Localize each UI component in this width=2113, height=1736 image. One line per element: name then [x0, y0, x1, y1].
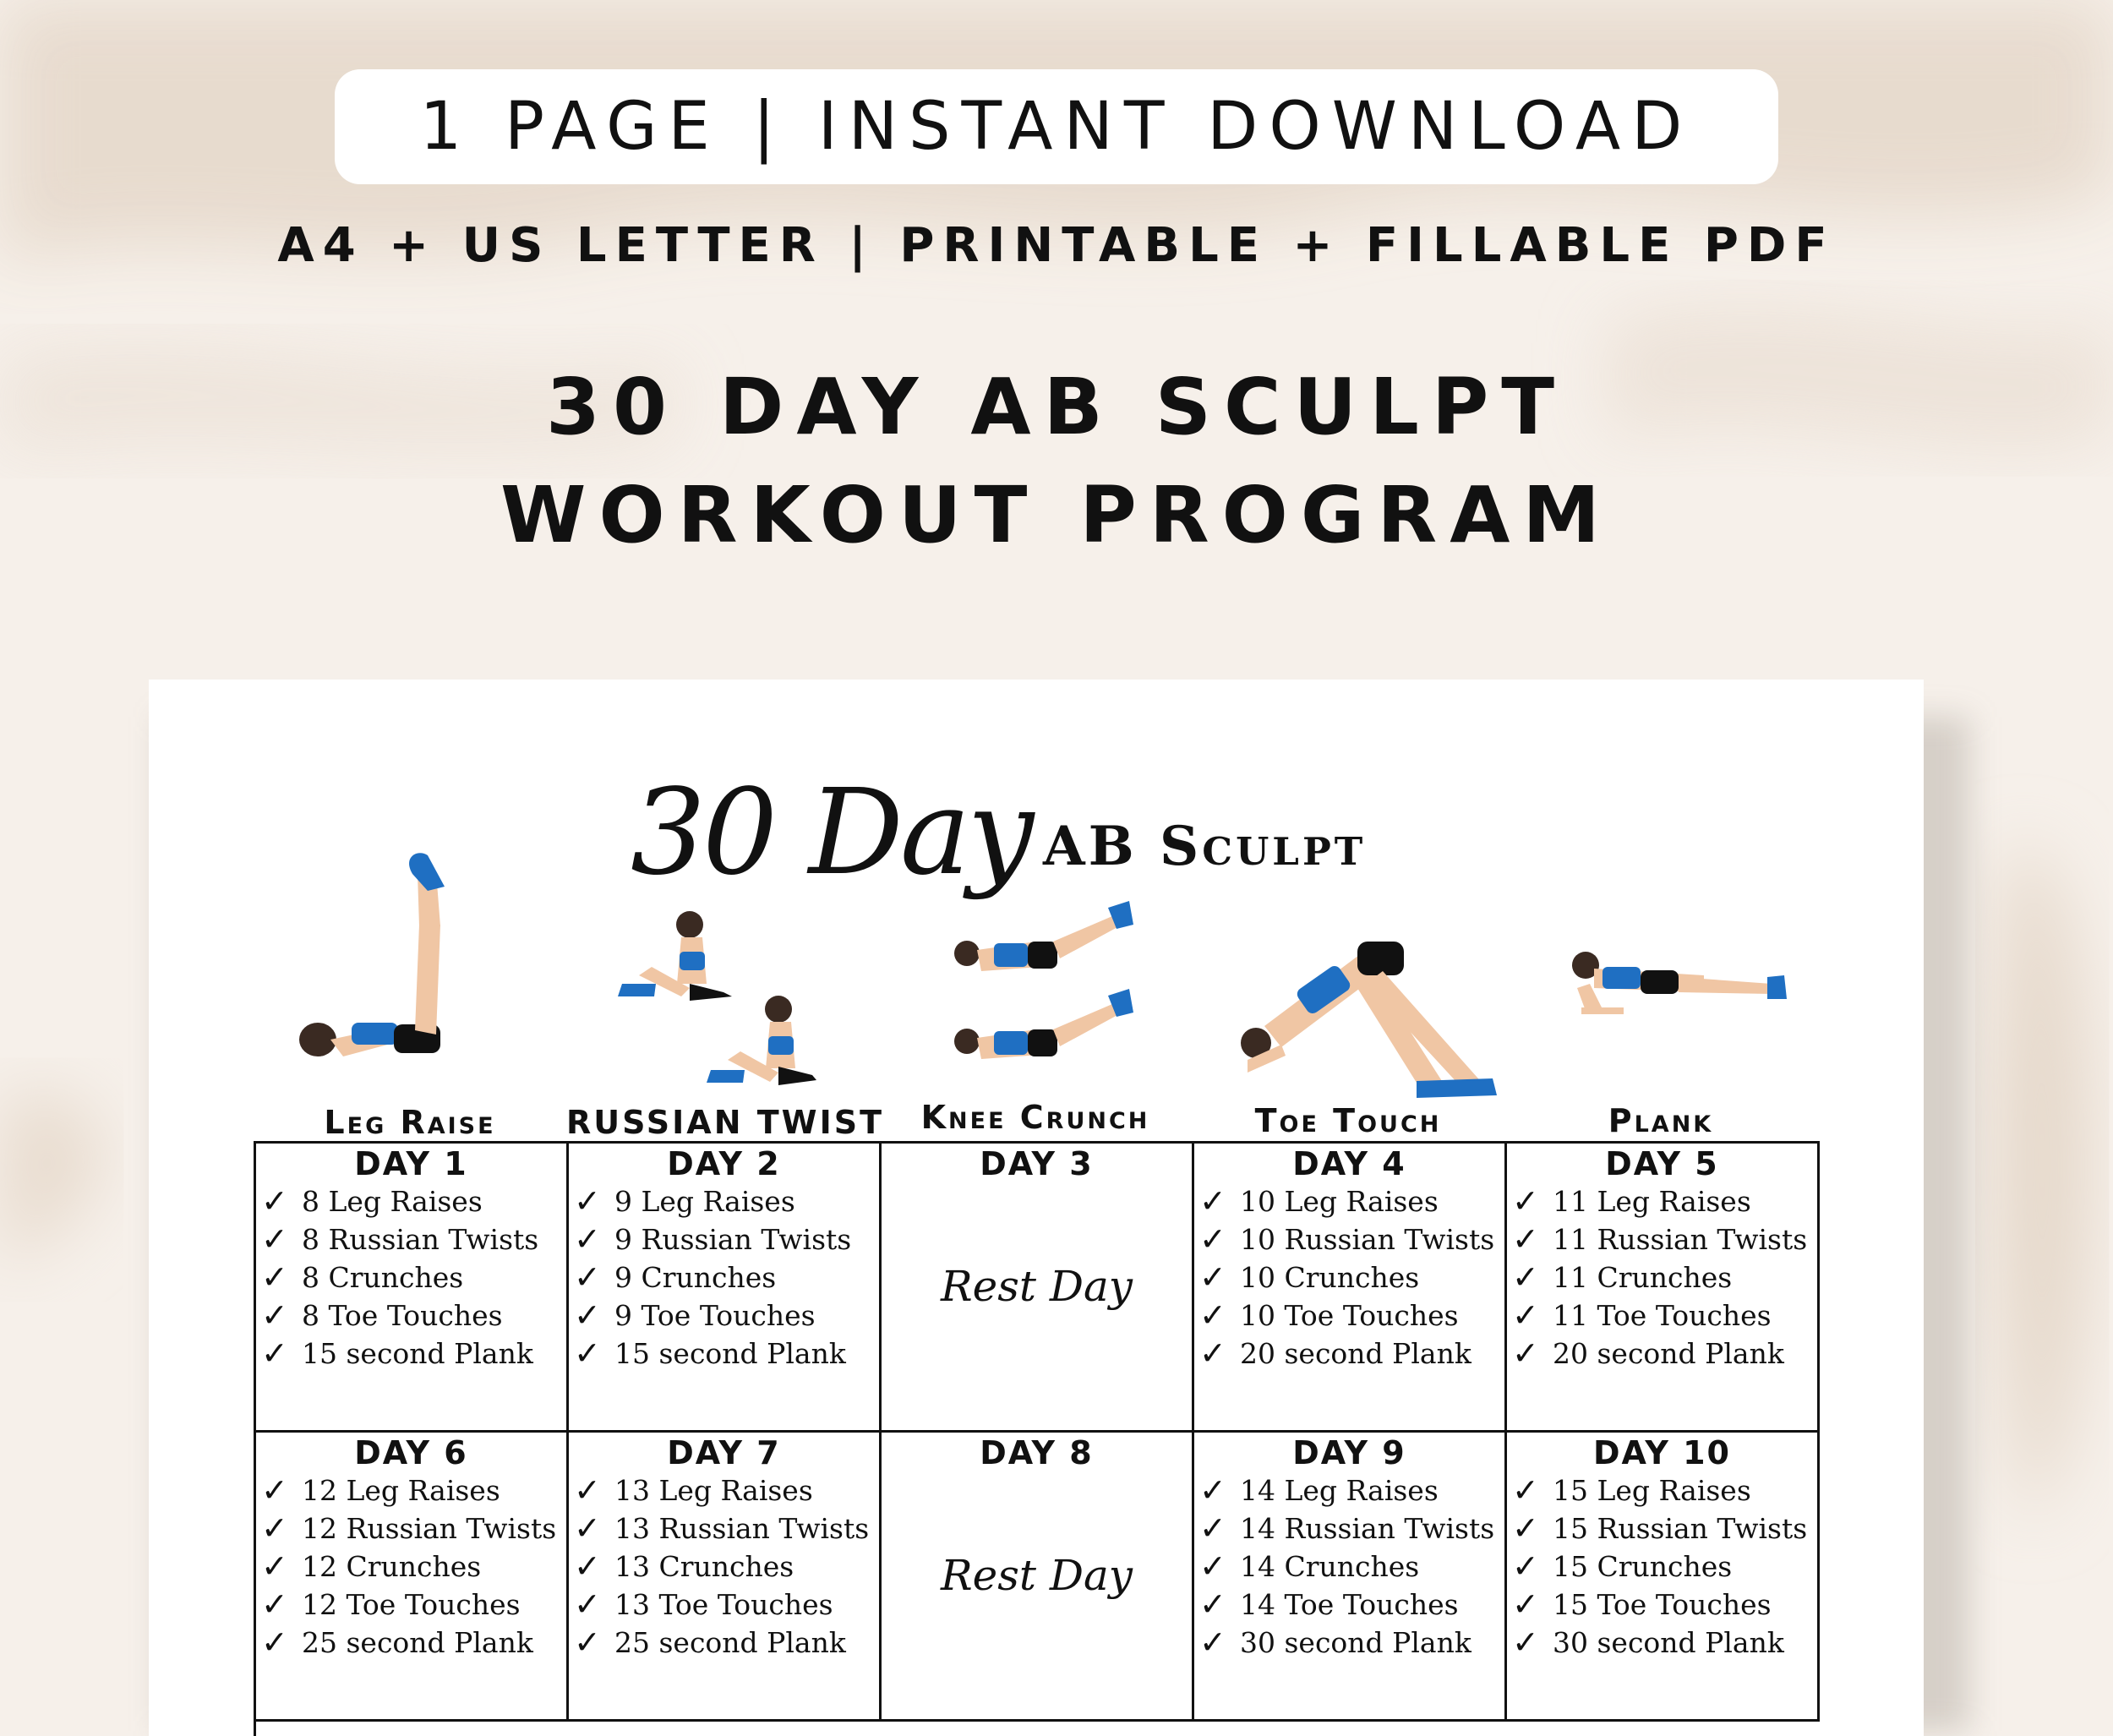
exercise-item-text: 15 Toe Touches — [1553, 1588, 1772, 1621]
checkmark-icon: ✓ — [574, 1182, 601, 1220]
day-cell — [882, 1433, 1194, 1722]
banner-text: 1 PAGE | INSTANT DOWNLOAD — [419, 89, 1694, 165]
checkmark-icon: ✓ — [1512, 1586, 1539, 1623]
exercise-item — [574, 1335, 879, 1373]
exercise-item — [1512, 1624, 1817, 1662]
checkmark-icon: ✓ — [574, 1258, 601, 1296]
exercise-item — [574, 1624, 879, 1662]
exercise-list — [261, 1471, 566, 1662]
exercise-item-text: 20 second Plank — [1553, 1337, 1784, 1370]
checkmark-icon: ✓ — [261, 1258, 288, 1296]
checkmark-icon: ✓ — [1199, 1509, 1226, 1547]
exercise-item-text: 10 Toe Touches — [1240, 1299, 1459, 1332]
exercise-item-text: 30 second Plank — [1240, 1626, 1471, 1659]
exercise-item — [1199, 1509, 1504, 1548]
exercise-item-text: 11 Crunches — [1553, 1261, 1733, 1294]
exercise-list — [261, 1182, 566, 1373]
exercise-item — [574, 1297, 879, 1335]
checkmark-icon: ✓ — [261, 1548, 288, 1585]
exercise-item — [1199, 1258, 1504, 1297]
exercise-item-text: 20 second Plank — [1240, 1337, 1471, 1370]
checkmark-icon: ✓ — [574, 1335, 601, 1372]
checkmark-icon: ✓ — [261, 1586, 288, 1623]
exercise-label-knee-crunch: Knee Crunch — [920, 1099, 1150, 1136]
checkmark-icon: ✓ — [1512, 1335, 1539, 1372]
heading-script: 30 Day — [631, 764, 1031, 902]
rest-day-label: Rest Day — [940, 1551, 1133, 1600]
toe-touch-illustration — [1241, 942, 1497, 1098]
exercise-item-text: 14 Toe Touches — [1240, 1588, 1459, 1621]
checkmark-icon: ✓ — [574, 1471, 601, 1509]
exercise-item-text: 15 second Plank — [302, 1337, 533, 1370]
exercise-item — [261, 1471, 566, 1509]
checkmark-icon: ✓ — [1512, 1220, 1539, 1258]
day-label: DAY 1 — [354, 1145, 468, 1182]
exercise-item-text: 12 Leg Raises — [302, 1474, 500, 1507]
exercise-item — [1512, 1509, 1817, 1548]
leg-raise-illustration — [299, 853, 445, 1056]
sub-banner: A4 + US LETTER | PRINTABLE + FILLABLE PDF — [277, 218, 1836, 273]
day-label: DAY 8 — [980, 1434, 1094, 1471]
checkmark-icon: ✓ — [1199, 1220, 1226, 1258]
exercise-item — [261, 1509, 566, 1548]
day-cell — [569, 1144, 882, 1433]
russian-twist-illustration — [618, 911, 816, 1085]
exercise-item-text: 15 Crunches — [1553, 1550, 1733, 1583]
exercise-item — [1512, 1258, 1817, 1297]
checkmark-icon: ✓ — [574, 1509, 601, 1547]
exercise-item-text: 9 Leg Raises — [614, 1185, 795, 1218]
exercise-item — [574, 1471, 879, 1509]
exercise-item-text: 13 Russian Twists — [614, 1512, 870, 1545]
checkmark-icon: ✓ — [1512, 1182, 1539, 1220]
checkmark-icon: ✓ — [574, 1548, 601, 1585]
day-cell — [882, 1144, 1194, 1433]
exercise-item-text: 12 Crunches — [302, 1550, 482, 1583]
exercise-item — [1512, 1548, 1817, 1586]
checkmark-icon: ✓ — [1512, 1509, 1539, 1547]
checkmark-icon: ✓ — [1199, 1335, 1226, 1372]
day-cell — [569, 1433, 882, 1722]
exercise-label-russian-twist: RUSSIAN TWIST — [566, 1104, 884, 1141]
exercise-item — [574, 1182, 879, 1220]
exercise-item — [1512, 1220, 1817, 1258]
day-cell — [256, 1144, 569, 1433]
exercise-item — [1512, 1471, 1817, 1509]
exercise-item — [1199, 1182, 1504, 1220]
checkmark-icon: ✓ — [261, 1297, 288, 1334]
exercise-item-text: 15 Leg Raises — [1553, 1474, 1751, 1507]
exercise-item — [261, 1297, 566, 1335]
day-cell — [1507, 1144, 1820, 1433]
day-label: DAY 9 — [1292, 1434, 1406, 1471]
exercise-label-leg-raise: Leg Raise — [324, 1104, 496, 1141]
exercise-item — [1512, 1586, 1817, 1624]
day-label: DAY 2 — [667, 1145, 781, 1182]
exercise-item-text: 10 Crunches — [1240, 1261, 1420, 1294]
checkmark-icon: ✓ — [1512, 1258, 1539, 1296]
exercise-item — [261, 1548, 566, 1586]
exercise-item-text: 15 Russian Twists — [1553, 1512, 1808, 1545]
checkmark-icon: ✓ — [261, 1624, 288, 1661]
exercise-item — [574, 1258, 879, 1297]
checkmark-icon: ✓ — [574, 1297, 601, 1334]
exercise-item — [574, 1509, 879, 1548]
day-label: DAY 4 — [1292, 1145, 1406, 1182]
checkmark-icon: ✓ — [574, 1220, 601, 1258]
exercise-item — [1199, 1297, 1504, 1335]
day-label: DAY 3 — [980, 1145, 1094, 1182]
knee-crunch-illustration — [954, 901, 1133, 1059]
exercise-list — [1199, 1182, 1504, 1373]
checkmark-icon: ✓ — [1512, 1471, 1539, 1509]
exercise-item-text: 11 Russian Twists — [1553, 1223, 1808, 1256]
day-label: DAY 10 — [1593, 1434, 1731, 1471]
main-title-line-2: WORKOUT PROGRAM — [500, 470, 1613, 560]
exercise-item-text: 30 second Plank — [1553, 1626, 1784, 1659]
checkmark-icon: ✓ — [1512, 1548, 1539, 1585]
checkmark-icon: ✓ — [261, 1335, 288, 1372]
checkmark-icon: ✓ — [1199, 1297, 1226, 1334]
exercise-item-text: 9 Toe Touches — [614, 1299, 816, 1332]
exercise-item — [1199, 1471, 1504, 1509]
exercise-item — [261, 1624, 566, 1662]
day-cell — [1194, 1144, 1507, 1433]
day-cell — [1194, 1433, 1507, 1722]
exercise-item — [261, 1220, 566, 1258]
exercise-item-text: 12 Toe Touches — [302, 1588, 521, 1621]
checkmark-icon: ✓ — [574, 1624, 601, 1661]
exercise-item — [1512, 1335, 1817, 1373]
checkmark-icon: ✓ — [261, 1509, 288, 1547]
exercise-item-text: 8 Crunches — [302, 1261, 464, 1294]
checkmark-icon: ✓ — [1199, 1548, 1226, 1585]
exercise-item — [574, 1548, 879, 1586]
exercise-item-text: 9 Russian Twists — [614, 1223, 852, 1256]
exercise-item — [1199, 1220, 1504, 1258]
exercise-item — [261, 1335, 566, 1373]
exercise-item — [1199, 1548, 1504, 1586]
checkmark-icon: ✓ — [261, 1182, 288, 1220]
exercise-item-text: 11 Toe Touches — [1553, 1299, 1772, 1332]
day-grid — [254, 1141, 1820, 1736]
day-cell — [1507, 1433, 1820, 1722]
exercise-item — [1512, 1182, 1817, 1220]
exercise-item-text: 12 Russian Twists — [302, 1512, 557, 1545]
day-label: DAY 5 — [1605, 1145, 1719, 1182]
exercise-item-text: 14 Leg Raises — [1240, 1474, 1439, 1507]
exercise-item-text: 13 Toe Touches — [614, 1588, 833, 1621]
exercise-label-plank: Plank — [1608, 1102, 1714, 1139]
exercise-item — [261, 1182, 566, 1220]
day-cell — [256, 1433, 569, 1722]
exercise-item-text: 14 Russian Twists — [1240, 1512, 1495, 1545]
exercise-item-text: 14 Crunches — [1240, 1550, 1420, 1583]
checkmark-icon: ✓ — [1199, 1586, 1226, 1623]
exercise-item — [574, 1220, 879, 1258]
day-label: DAY 6 — [354, 1434, 468, 1471]
checkmark-icon: ✓ — [574, 1586, 601, 1623]
exercise-item-text: 10 Leg Raises — [1240, 1185, 1439, 1218]
exercise-item — [261, 1586, 566, 1624]
exercise-item-text: 8 Leg Raises — [302, 1185, 483, 1218]
exercise-item-text: 13 Crunches — [614, 1550, 794, 1583]
exercise-item-text: 25 second Plank — [614, 1626, 846, 1659]
checkmark-icon: ✓ — [261, 1220, 288, 1258]
rest-day-label: Rest Day — [940, 1262, 1133, 1311]
printable-sheet — [149, 680, 1924, 1736]
main-title-line-1: 30 DAY AB SCULPT — [545, 362, 1568, 452]
checkmark-icon: ✓ — [1199, 1624, 1226, 1661]
exercise-item — [1199, 1586, 1504, 1624]
plank-illustration — [1572, 952, 1787, 1014]
exercise-item — [261, 1258, 566, 1297]
exercise-list — [1199, 1471, 1504, 1662]
exercise-illustrations — [149, 849, 1924, 1102]
exercise-label-toe-touch: Toe Touch — [1254, 1102, 1442, 1139]
exercise-list — [574, 1471, 879, 1662]
exercise-item — [1199, 1335, 1504, 1373]
exercise-list — [1512, 1471, 1817, 1662]
exercise-list — [574, 1182, 879, 1373]
exercise-item — [1512, 1297, 1817, 1335]
exercise-item-text: 13 Leg Raises — [614, 1474, 813, 1507]
checkmark-icon: ✓ — [261, 1471, 288, 1509]
banner-pill — [335, 69, 1778, 184]
exercise-item-text: 9 Crunches — [614, 1261, 777, 1294]
checkmark-icon: ✓ — [1199, 1471, 1226, 1509]
exercise-item-text: 8 Toe Touches — [302, 1299, 503, 1332]
exercise-item — [574, 1586, 879, 1624]
checkmark-icon: ✓ — [1512, 1297, 1539, 1334]
exercise-list — [1512, 1182, 1817, 1373]
exercise-item-text: 15 second Plank — [614, 1337, 846, 1370]
day-label: DAY 7 — [667, 1434, 781, 1471]
checkmark-icon: ✓ — [1199, 1182, 1226, 1220]
exercise-item-text: 8 Russian Twists — [302, 1223, 539, 1256]
checkmark-icon: ✓ — [1199, 1258, 1226, 1296]
exercise-item-text: 10 Russian Twists — [1240, 1223, 1495, 1256]
exercise-item — [1199, 1624, 1504, 1662]
exercise-item-text: 25 second Plank — [302, 1626, 533, 1659]
heading-caps: AB Sculpt — [1043, 815, 1367, 878]
exercise-item-text: 11 Leg Raises — [1553, 1185, 1751, 1218]
checkmark-icon: ✓ — [1512, 1624, 1539, 1661]
